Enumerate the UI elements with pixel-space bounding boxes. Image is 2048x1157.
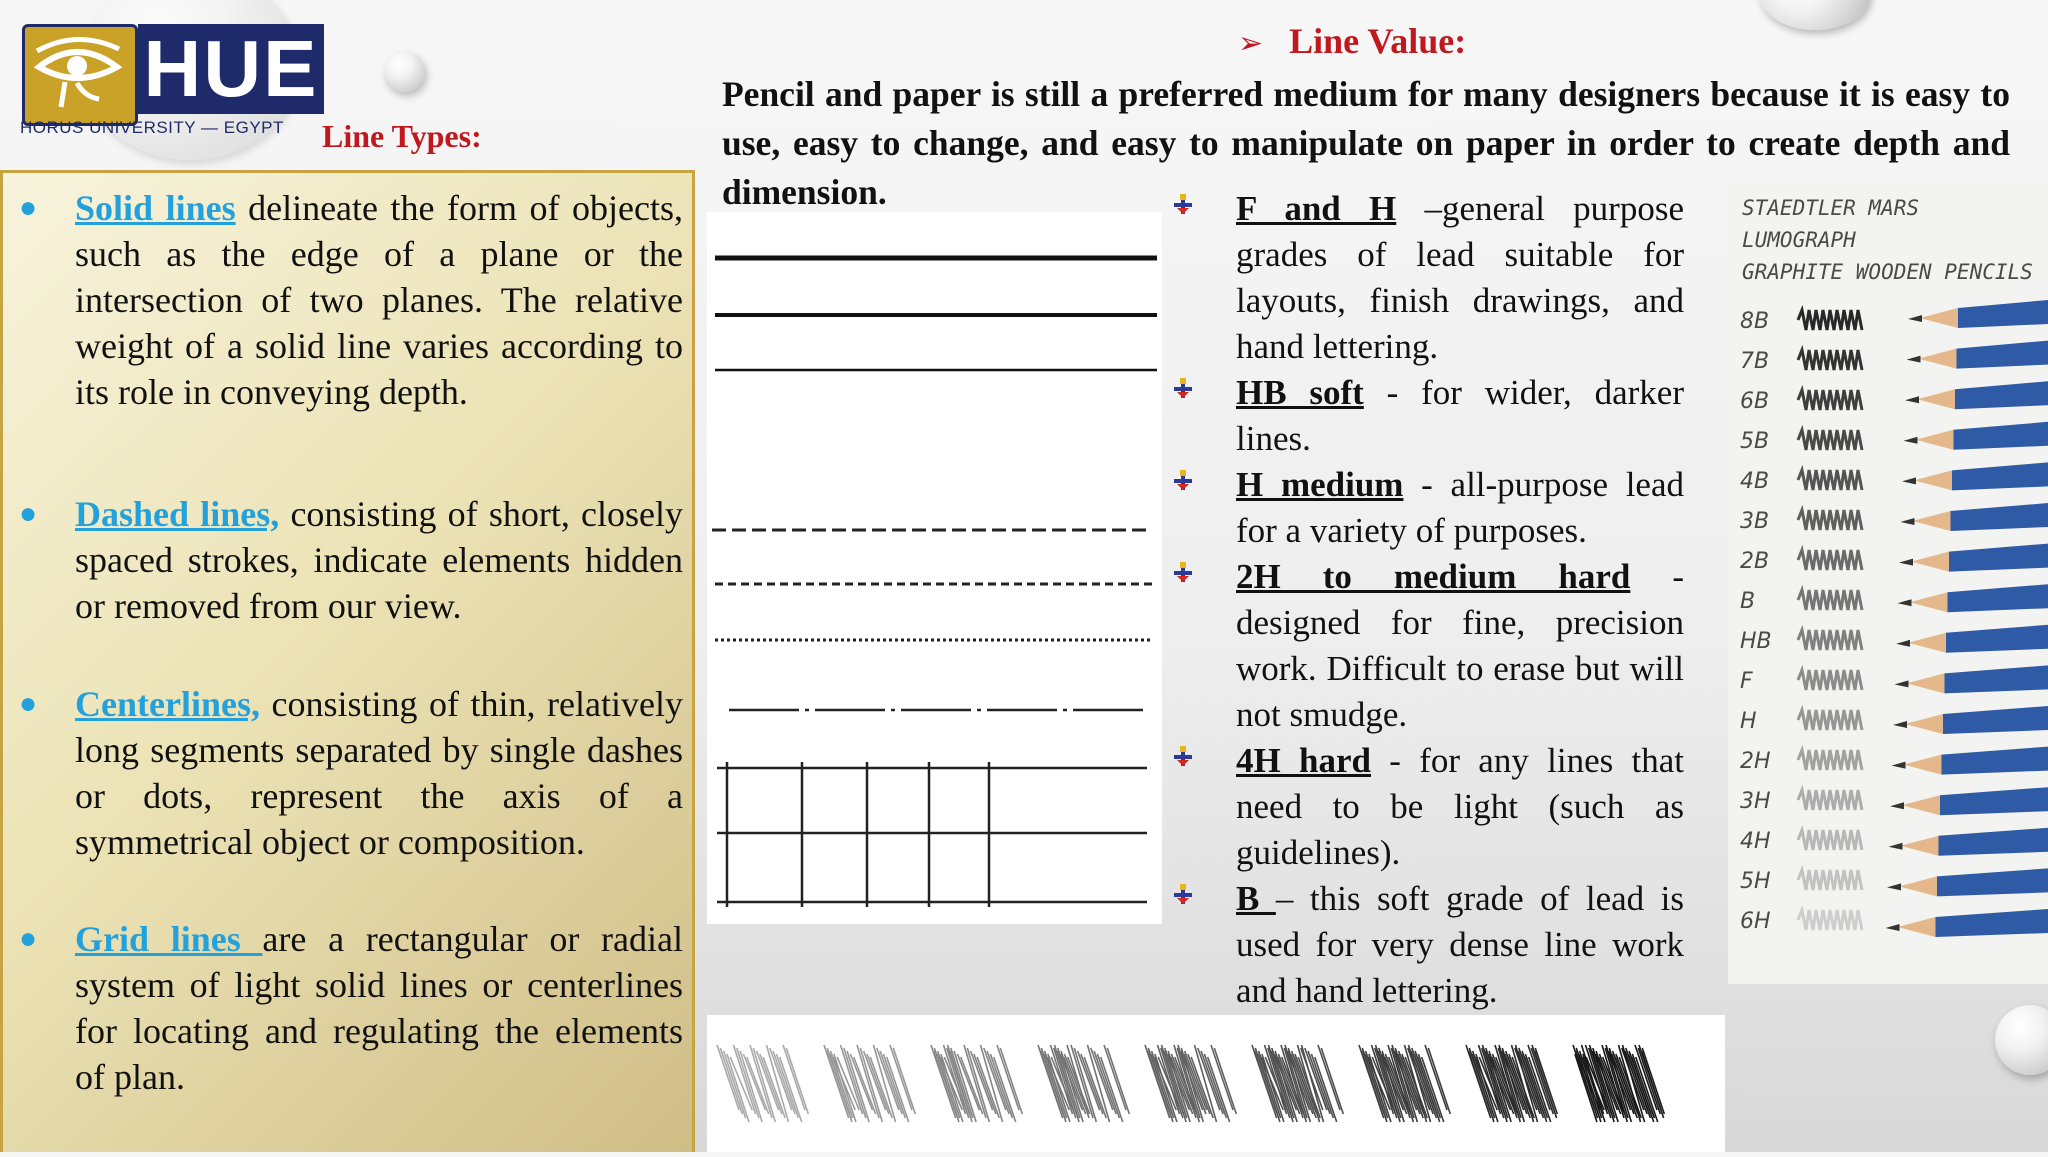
- pencil-grade-label: 8B: [1740, 309, 1769, 334]
- list-item-text: Solid lines delineate the form of objects, such as the edge of a plane or the intersection of two planes. The relative weight of a solid line varies according to its role in conveying depth.: [75, 185, 683, 415]
- pencil-scribble: [1798, 750, 1862, 770]
- pencil-drawing: [1901, 503, 2048, 531]
- pencil-drawing: [1904, 422, 2048, 450]
- bullet-icon: ●: [19, 191, 37, 225]
- list-item-text: HB soft - for wider, darker lines.: [1236, 370, 1684, 462]
- pencil-scribble: [1798, 790, 1862, 810]
- pencil-drawing: [1889, 828, 2048, 856]
- list-item-text: H medium - all-purpose lead for a variety of purposes.: [1236, 462, 1684, 554]
- pencil-scribble: [1798, 910, 1862, 930]
- pencil-scribble: [1798, 350, 1862, 370]
- shading-sample: [1252, 1045, 1343, 1122]
- centerlines-keyword: Centerlines,: [75, 684, 260, 724]
- list-item-text: 4H hard - for any lines that need to be light (such as guidelines).: [1236, 738, 1684, 876]
- pencil-drawing: [1895, 665, 2048, 693]
- line-value-intro: Pencil and paper is still a preferred medium for many designers because it is easy to use, easy to change, and easy to manipulate on paper in order to create depth and dimension.: [722, 70, 2010, 217]
- list-item-text: F and H –general purpose grades of lead suitable for layouts, finish drawings, and hand lettering.: [1236, 186, 1684, 370]
- pencil-grade-label: 4H: [1740, 829, 1771, 854]
- line-types-heading: Line Types:: [322, 118, 482, 155]
- bullet-icon: [1172, 192, 1194, 216]
- list-item-text: Centerlines, consisting of thin, relatively long segments separated by single dashes or dots, represent the axis of a symmetrical object or composition.: [75, 681, 683, 865]
- pencil-grade-label: 6B: [1740, 389, 1769, 414]
- shading-sample: [1038, 1045, 1129, 1122]
- pencil-scribble: [1798, 630, 1862, 650]
- pencil-scribble: [1798, 430, 1862, 450]
- pencil-drawing: [1902, 462, 2048, 490]
- bullet-icon: ●: [19, 922, 37, 956]
- bullet-icon: ●: [19, 497, 37, 531]
- line-types-panel: [0, 170, 695, 1152]
- list-item-text: Dashed lines, consisting of short, closely spaced strokes, indicate elements hidden or removed from our view.: [75, 491, 683, 629]
- pencil-drawing: [1886, 909, 2048, 937]
- water-drop-decoration: [1995, 1005, 2048, 1075]
- solid-lines-keyword: Solid lines: [75, 188, 236, 228]
- pencil-grade-label: 2B: [1740, 549, 1769, 574]
- line-value-heading: ➢ Line Value:: [1238, 20, 1466, 62]
- shading-sample: [1573, 1045, 1664, 1122]
- grid-lines-keyword: Grid lines: [75, 919, 262, 959]
- pencil-drawing: [1887, 868, 2048, 896]
- pencil-grade-label: 5B: [1740, 429, 1769, 454]
- pencil-drawing: [1905, 381, 2048, 409]
- shading-sample: [1145, 1045, 1236, 1122]
- shading-sample: [824, 1045, 915, 1122]
- pencil-scribble: [1798, 510, 1862, 530]
- pencil-grade-label: F: [1740, 669, 1753, 694]
- pencil-scribble: [1798, 870, 1862, 890]
- pencil-scribble: [1798, 390, 1862, 410]
- shading-sample: [717, 1045, 808, 1122]
- pencil-drawing: [1896, 625, 2048, 653]
- shading-samples-strip: [707, 1015, 1725, 1152]
- shading-sample: [1359, 1045, 1450, 1122]
- pencil-grade-label: HB: [1740, 629, 1772, 654]
- pencil-grade-label: H: [1740, 709, 1757, 734]
- pencil-grade-label: 3B: [1740, 509, 1769, 534]
- pencil-drawing: [1898, 584, 2048, 612]
- grid-line-sample: [717, 762, 1147, 907]
- pencil-scribble: [1798, 670, 1862, 690]
- pencil-scribble: [1798, 590, 1862, 610]
- pencil-grade-label: 7B: [1740, 349, 1769, 374]
- list-item-text: 2H to medium hard - designed for fine, precision work. Difficult to erase but will not smudge.: [1236, 554, 1684, 738]
- pencils-photo-title: STAEDTLER MARS LUMOGRAPH GRAPHITE WOODEN PENCILS: [1742, 192, 2042, 288]
- list-item-text: B – this soft grade of lead is used for very dense line work and hand lettering.: [1236, 876, 1684, 1014]
- pencil-grades-photo: [1728, 186, 2048, 984]
- logo-subtitle: HORUS UNIVERSITY — EGYPT: [20, 118, 320, 138]
- bullet-icon: [1172, 882, 1194, 906]
- pencil-scribble: [1798, 710, 1862, 730]
- pencil-scribble: [1798, 310, 1862, 330]
- pencil-drawing: [1893, 706, 2048, 734]
- pencil-grade-label: 2H: [1740, 749, 1771, 774]
- shading-sample: [931, 1045, 1022, 1122]
- pencil-grade-label: 6H: [1740, 909, 1771, 934]
- pencil-scribble: [1798, 550, 1862, 570]
- pencil-drawing: [1892, 747, 2048, 775]
- water-drop-decoration: [1760, 0, 1870, 30]
- pencil-grade-label: B: [1740, 589, 1755, 614]
- bullet-icon: [1172, 560, 1194, 584]
- pencil-grade-label: 5H: [1740, 869, 1771, 894]
- bullet-icon: ●: [19, 687, 37, 721]
- pencil-drawing: [1899, 544, 2048, 572]
- pencil-grade-label: 3H: [1740, 789, 1771, 814]
- dashed-lines-keyword: Dashed lines,: [75, 494, 279, 534]
- bullet-icon: [1172, 744, 1194, 768]
- pencil-drawing: [1907, 341, 2048, 369]
- shading-sample: [1466, 1045, 1557, 1122]
- list-item-text: Grid lines are a rectangular or radial system of light solid lines or centerlines for locating and regulating the elements of plan.: [75, 916, 683, 1100]
- pencil-grade-label: 4B: [1740, 469, 1769, 494]
- pencil-scribble: [1798, 830, 1862, 850]
- arrow-bullet-icon: ➢: [1238, 26, 1263, 61]
- pencil-scribble: [1798, 470, 1862, 490]
- eye-of-horus-icon: [22, 24, 138, 126]
- line-samples-illustration: [707, 212, 1162, 924]
- pencil-drawing: [1890, 787, 2048, 815]
- water-drop-decoration: [385, 52, 425, 92]
- bullet-icon: [1172, 376, 1194, 400]
- logo-wordmark: HUE: [138, 24, 324, 114]
- hue-logo: [20, 14, 308, 124]
- bullet-icon: [1172, 468, 1194, 492]
- pencil-drawing: [1908, 300, 2048, 328]
